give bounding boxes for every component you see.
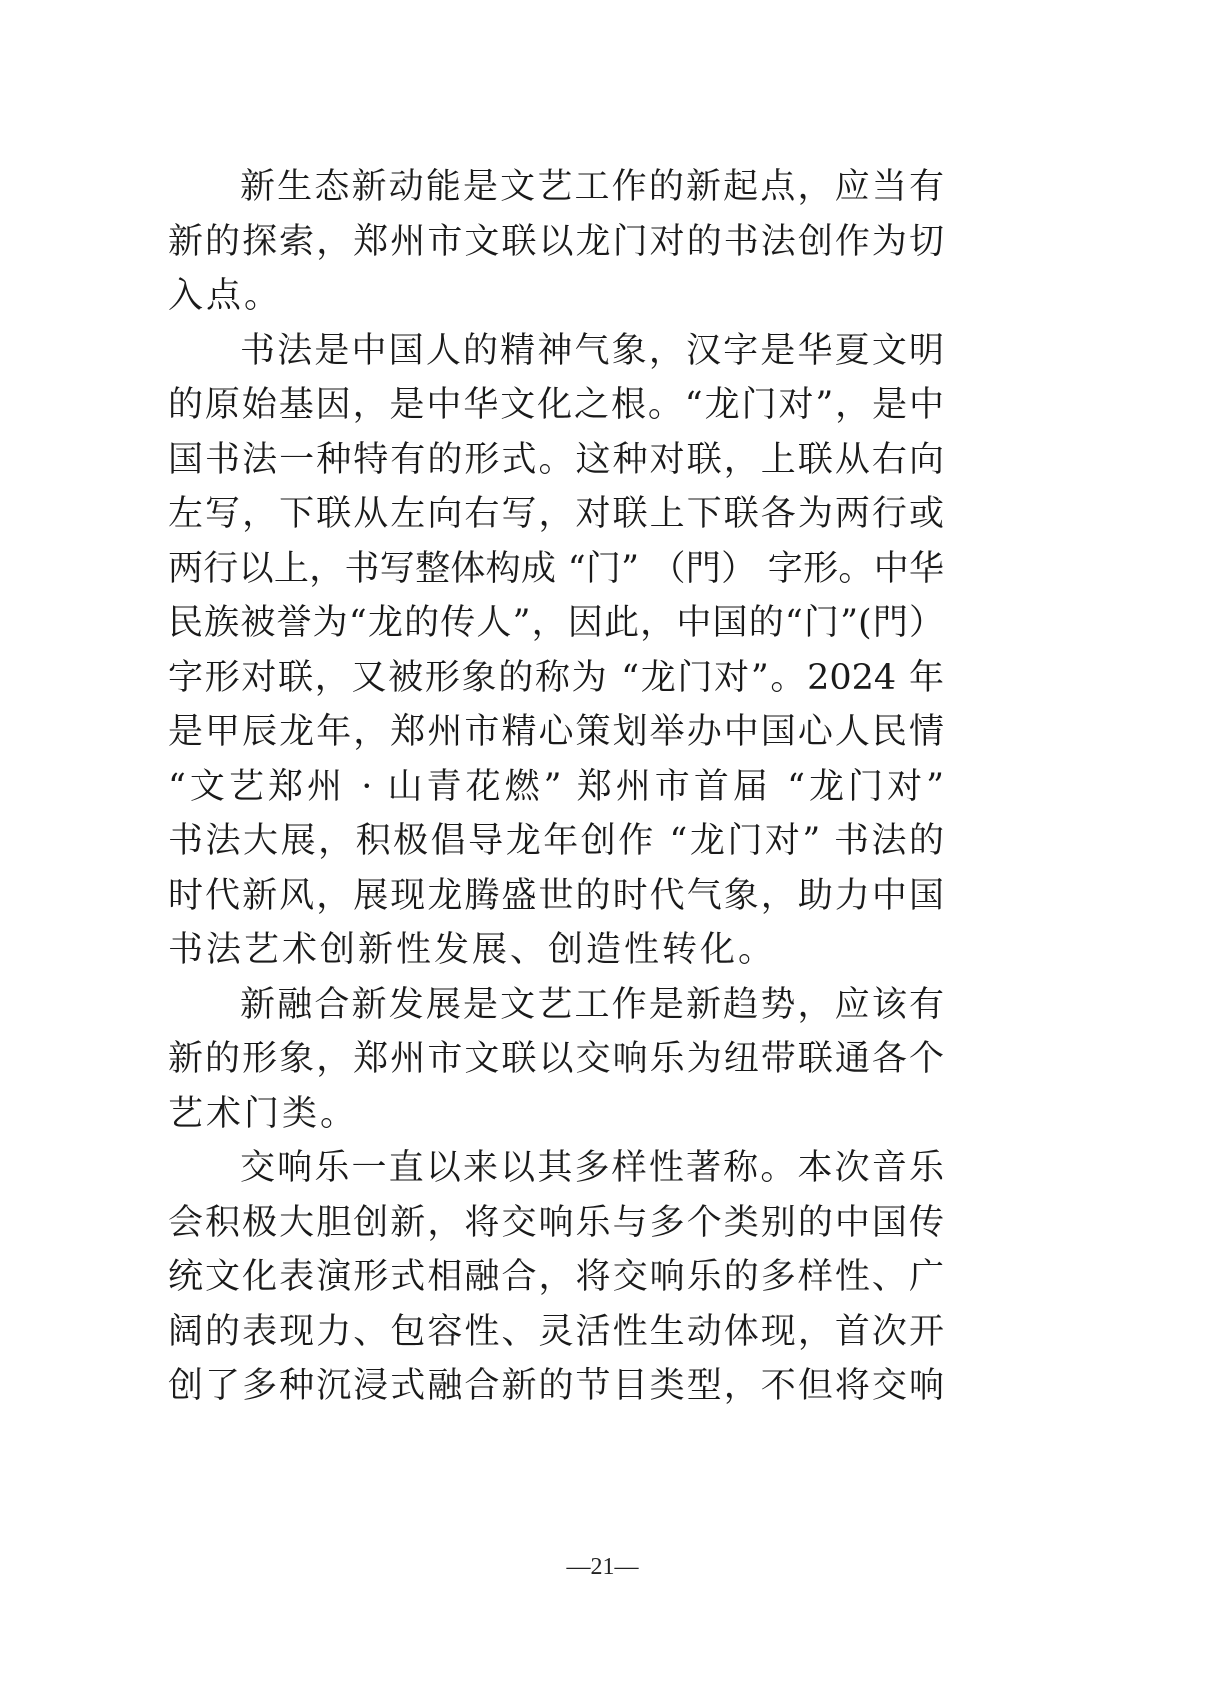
paragraph-4 <box>168 1141 944 1414</box>
text-line: 新融合新发展是文艺工作是新趋势，应该有 <box>240 984 944 1025</box>
paragraph-1 <box>168 160 944 324</box>
text-line: 新的探索，郑州市文联以龙门对的书法创作为切 <box>168 221 944 262</box>
paragraph-2 <box>168 324 944 978</box>
text-line: 创了多种沉浸式融合新的节目类型，不但将交响 <box>168 1366 944 1406</box>
text-line: 两行以上，书写整体构成 “门” （門） 字形。中华 <box>168 548 944 589</box>
text-line: 入点。 <box>168 276 283 316</box>
text-line: 新的形象，郑州市文联以交响乐为纽带联通各个 <box>168 1039 944 1079</box>
document-body <box>168 160 944 1414</box>
text-line: 艺术门类。 <box>168 1093 359 1134</box>
text-line: 是甲辰龙年，郑州市精心策划举办中国心人民情 <box>168 712 944 752</box>
text-line: 阔的表现力、包容性、灵活性生动体现，首次开 <box>168 1311 944 1352</box>
text-line: 左写，下联从左向右写，对联上下联各为两行或 <box>168 494 944 534</box>
text-line: 书法艺术创新性发展、创造性转化。 <box>168 930 777 970</box>
text-line: 民族被誉为“龙的传人”，因此，中国的“门”(門） <box>168 603 944 643</box>
text-line: “文艺郑州 · 山青花燃” 郑州市首届 “龙门对” <box>168 766 944 807</box>
text-line: 时代新风，展现龙腾盛世的时代气象，助力中国 <box>168 875 944 916</box>
text-line: 书法是中国人的精神气象，汉字是华夏文明 <box>240 330 944 371</box>
text-line: 书法大展，积极倡导龙年创作 “龙门对” 书法的 <box>168 821 944 861</box>
text-line: 交响乐一直以来以其多样性著称。本次音乐 <box>240 1148 944 1188</box>
text-line: 新生态新动能是文艺工作的新起点，应当有 <box>240 167 944 207</box>
text-line: 国书法一种特有的形式。这种对联，上联从右向 <box>168 439 944 480</box>
paragraph-3 <box>168 978 944 1142</box>
text-line: 会积极大胆创新，将交响乐与多个类别的中国传 <box>168 1202 944 1243</box>
page-number: —21— <box>566 1554 639 1580</box>
text-line: 字形对联，又被形象的称为 “龙门对”。2024 年 <box>168 657 944 698</box>
text-line: 统文化表演形式相融合，将交响乐的多样性、广 <box>168 1257 944 1297</box>
text-line: 的原始基因，是中华文化之根。“龙门对”，是中 <box>168 385 944 425</box>
